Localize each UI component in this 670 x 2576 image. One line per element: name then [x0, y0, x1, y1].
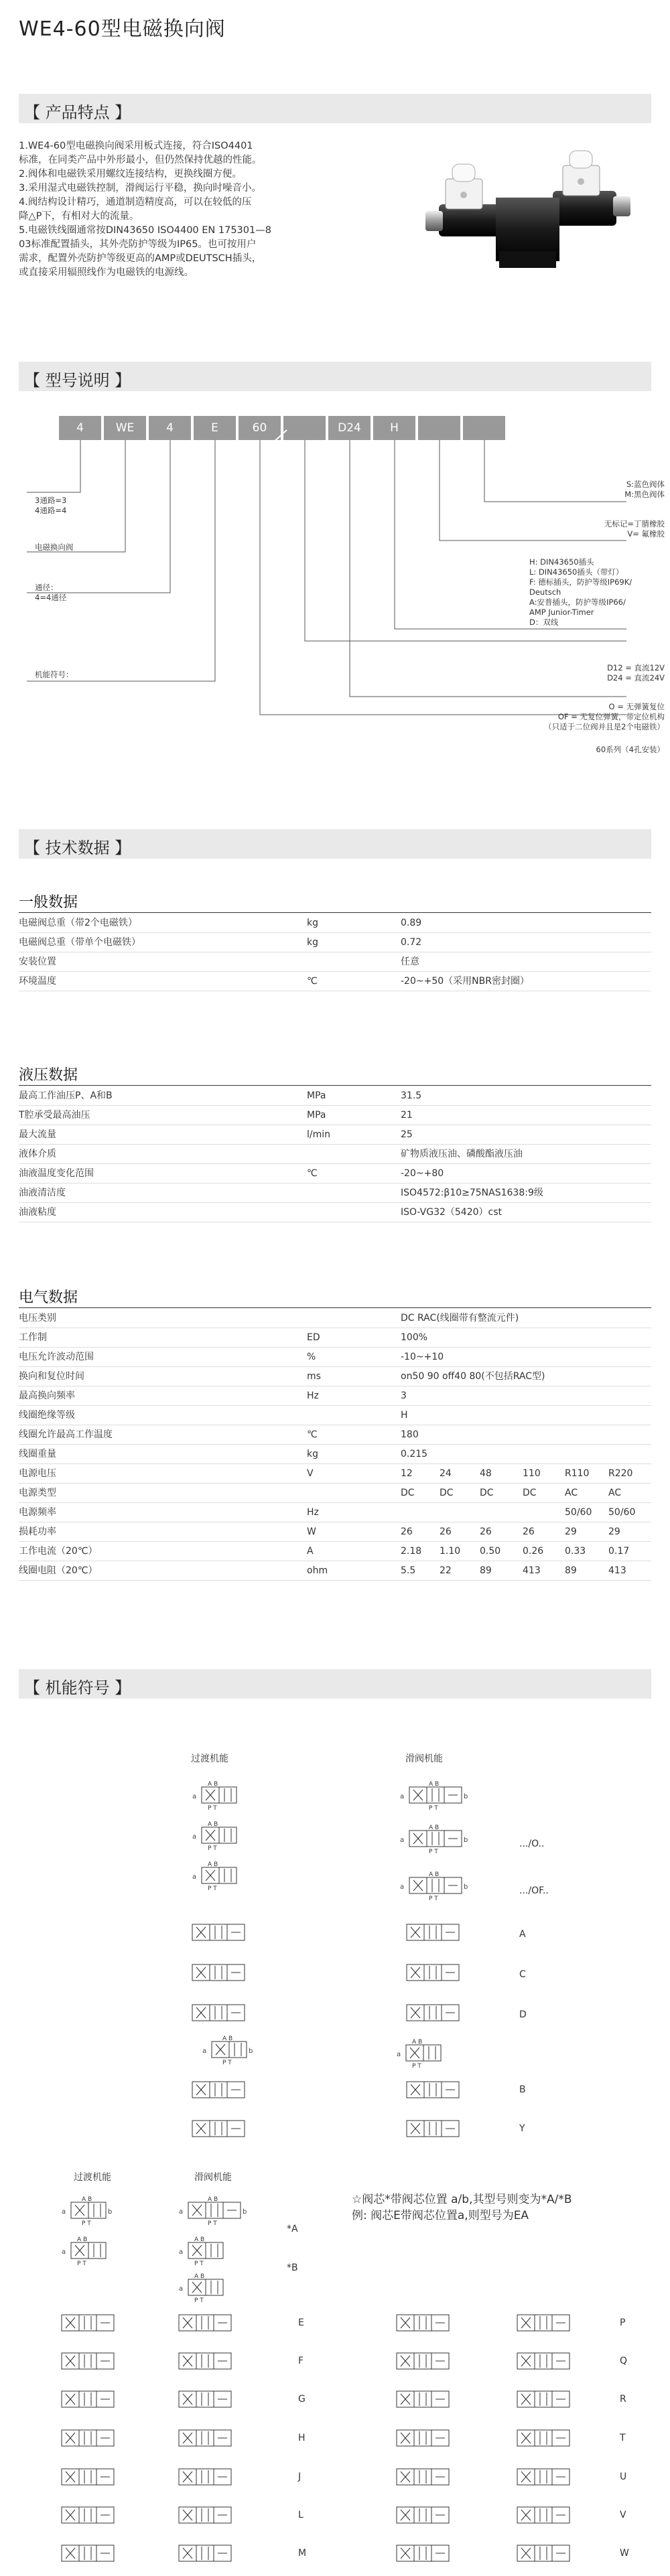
- table-cell: 5.5: [401, 1565, 416, 1576]
- table-cell: ℃: [307, 1429, 318, 1440]
- valve-symbol: [60, 2502, 115, 2530]
- valve-symbol: [201, 2036, 257, 2064]
- symbol-label: V: [620, 2510, 626, 2520]
- svg-text:a: a: [400, 1793, 405, 1800]
- table-cell: ISO-VG32（5420）cst: [401, 1207, 503, 1218]
- feature-line: 5.电磁铁线圈通常按DIN43650 ISO4400 EN 175301—8: [19, 225, 271, 236]
- symbol-label: *A: [287, 2224, 298, 2234]
- svg-text:A B: A B: [429, 1871, 440, 1878]
- svg-text:P T: P T: [82, 2220, 91, 2227]
- valve-symbol: [60, 2386, 115, 2414]
- svg-text:a: a: [400, 1883, 405, 1891]
- symbol-label: B: [519, 2084, 526, 2095]
- table-cell: MPa: [307, 1090, 326, 1101]
- valve-symbol: [191, 1782, 238, 1810]
- valve-symbol: [395, 2425, 450, 2453]
- svg-text:P T: P T: [194, 2261, 204, 2267]
- symbol-label: F: [298, 2356, 304, 2366]
- valve-symbol: [178, 2502, 232, 2530]
- table-cell: 电源电压: [19, 1468, 56, 1479]
- table-cell: A: [307, 1546, 314, 1557]
- table-cell: DC: [523, 1488, 537, 1498]
- valve-symbol: [178, 2386, 232, 2414]
- symbol-label: R: [620, 2394, 626, 2405]
- model-box: WE: [104, 416, 146, 440]
- valve-symbol: [60, 2309, 115, 2338]
- svg-text:A B: A B: [208, 2196, 218, 2203]
- table-cell: 油液清洁度: [19, 1188, 66, 1198]
- svg-text:a: a: [192, 1873, 197, 1881]
- valve-symbol: [191, 2076, 246, 2104]
- legend-valve: 电磁换向阀: [35, 543, 74, 552]
- table-cell: 413: [608, 1565, 626, 1576]
- svg-text:P T: P T: [208, 1845, 217, 1852]
- valve-symbol: [395, 2309, 450, 2338]
- table-cell: ℃: [307, 976, 318, 987]
- table-cell: 电磁阀总重（带单个电磁铁）: [19, 937, 141, 948]
- svg-text:A B: A B: [77, 2236, 88, 2243]
- valve-symbol: [60, 2540, 115, 2568]
- feature-line: 标准，在同类产品中外形最小，但仍然保持优越的性能。: [19, 155, 262, 165]
- svg-text:A B: A B: [208, 1781, 218, 1788]
- legend-ways: 3通路=3 4通路=4: [35, 496, 67, 515]
- feature-line: 03标准配置插头，其外壳防护等级为IP65。也可按用户: [19, 239, 257, 250]
- svg-text:P T: P T: [194, 2297, 204, 2304]
- svg-text:a: a: [179, 2248, 184, 2256]
- table-cell: 0.215: [401, 1449, 428, 1459]
- valve-symbol: [191, 1999, 246, 2027]
- valve-symbol: [60, 2425, 115, 2453]
- valve-symbol: [395, 2348, 450, 2376]
- table-cell: 最高工作油压P、A和B: [19, 1090, 113, 1101]
- table-cell: 1.10: [440, 1546, 461, 1557]
- valve-symbol: [516, 2540, 571, 2568]
- legend-func: 机能符号：: [35, 670, 74, 679]
- symbol-label: C: [519, 1969, 526, 1980]
- valve-symbol: [516, 2463, 571, 2492]
- svg-text:P T: P T: [412, 2063, 421, 2070]
- symbol-label: T: [620, 2433, 626, 2443]
- table-cell: V: [307, 1468, 314, 1479]
- table-cell: 油液粘度: [19, 1207, 56, 1218]
- valve-symbol: [395, 2463, 450, 2492]
- table-cell: 89: [565, 1565, 577, 1576]
- table-cell: 工作制: [19, 1332, 47, 1343]
- valve-symbol: [191, 2115, 246, 2143]
- table-cell: W: [307, 1526, 316, 1537]
- svg-text:A B: A B: [194, 2273, 205, 2280]
- table-cell: 环境温度: [19, 976, 56, 987]
- table-cell: 25: [401, 1129, 413, 1140]
- valve-symbol: [399, 1872, 472, 1900]
- table-cell: 50/60: [565, 1507, 592, 1518]
- table-cell: 2.18: [401, 1546, 422, 1557]
- valve-symbol: [178, 2348, 232, 2376]
- table-cell: 工作电流（20℃）: [19, 1546, 98, 1557]
- table-cell: Hz: [307, 1390, 319, 1401]
- svg-text:P T: P T: [429, 1805, 438, 1812]
- table-cell: 413: [523, 1565, 541, 1576]
- legend-plug: H: DIN43650插头 L: DIN43650插头（带灯） F: 德标插头，防护等级IP69K/ Deutsch A:安普插头，防护等级IP66/ AMP Junior-Timer D：双线: [529, 557, 632, 627]
- table-cell: 29: [608, 1526, 620, 1537]
- svg-text:P T: P T: [222, 2060, 232, 2066]
- valve-symbol: [191, 1919, 246, 1947]
- table-cell: kg: [307, 918, 318, 928]
- feature-line: 1.WE4-60型电磁换向阀采用板式连接，符合ISO4401: [19, 141, 253, 151]
- symbol-label: Y: [519, 2123, 525, 2134]
- table-cell: 3: [401, 1390, 407, 1401]
- table-cell: 0.26: [523, 1546, 544, 1557]
- svg-text:a: a: [179, 2285, 184, 2293]
- legend-series: 60系列（4孔安装）: [596, 745, 665, 754]
- svg-text:P T: P T: [429, 1895, 438, 1902]
- valve-symbol: [395, 2502, 450, 2530]
- valve-symbol: [178, 2237, 224, 2265]
- symbol-label: Q: [620, 2356, 628, 2366]
- table-cell: 110: [523, 1468, 541, 1479]
- table-cell: 最高换向频率: [19, 1390, 75, 1401]
- model-box: D24: [328, 416, 371, 440]
- symbol-label: W: [620, 2548, 629, 2559]
- table-cell: 26: [480, 1526, 492, 1537]
- table-cell: 电源频率: [19, 1507, 56, 1518]
- table-cell: -10~+10: [401, 1352, 444, 1362]
- table-cell: 油液温度变化范围: [19, 1168, 94, 1179]
- table-cell: 24: [440, 1468, 452, 1479]
- svg-text:b: b: [464, 1793, 468, 1800]
- svg-text:A B: A B: [82, 2196, 92, 2203]
- svg-text:A B: A B: [194, 2236, 205, 2243]
- table-cell: kg: [307, 937, 318, 948]
- table-cell: ohm: [307, 1565, 328, 1576]
- table-cell: 0.72: [401, 937, 422, 948]
- svg-text:a: a: [62, 2208, 66, 2216]
- svg-text:A B: A B: [208, 1821, 218, 1828]
- table-cell: 29: [565, 1526, 577, 1537]
- table-cell: 100%: [401, 1332, 428, 1343]
- valve-symbol: [395, 2386, 450, 2414]
- table-cell: 0.33: [565, 1546, 586, 1557]
- table-cell: DC: [440, 1488, 454, 1498]
- symbol-label: P: [620, 2317, 626, 2328]
- legend-color: S:蓝色阀体 M:黑色阀体: [624, 480, 665, 499]
- svg-text:A B: A B: [208, 1861, 218, 1868]
- table-cell: ms: [307, 1371, 321, 1382]
- svg-text:P T: P T: [208, 1885, 217, 1892]
- model-box: H: [373, 416, 415, 440]
- table-cell: 电源类型: [19, 1488, 56, 1498]
- table-cell: 48: [480, 1468, 492, 1479]
- svg-text:A B: A B: [429, 1824, 440, 1831]
- valve-symbol: [516, 2502, 571, 2530]
- svg-text:a: a: [179, 2208, 184, 2216]
- svg-text:b: b: [464, 1883, 468, 1891]
- valve-symbol: [516, 2386, 571, 2414]
- table-cell: DC: [480, 1488, 494, 1498]
- hydraulic-title: 液压数据: [19, 1067, 78, 1084]
- table-cell: 26: [440, 1526, 452, 1537]
- valve-symbol: [178, 2425, 232, 2453]
- symbol-label: *B: [287, 2263, 298, 2273]
- table-cell: 线圈电阻（20℃）: [19, 1565, 98, 1576]
- valve-symbol: [60, 2237, 107, 2265]
- table-cell: AC: [608, 1488, 622, 1498]
- symbol-label: M: [298, 2548, 307, 2559]
- svg-text:b: b: [249, 2048, 253, 2055]
- symbol-label: G: [298, 2394, 306, 2405]
- table-cell: 0.50: [480, 1546, 501, 1557]
- model-box: E: [194, 416, 236, 440]
- header-spool: 滑阀机能: [405, 1754, 443, 1764]
- valve-symbol: [395, 2040, 442, 2068]
- page-title: WE4-60型电磁换向阀: [19, 17, 226, 41]
- table-cell: H: [401, 1410, 408, 1421]
- feature-line: 3.采用湿式电磁铁控制，滑阀运行平稳，换向时噪音小。: [19, 183, 261, 194]
- legend-voltage: D12 = 直流12V D24 = 直流24V: [607, 663, 665, 683]
- table-cell: -20~+80: [401, 1168, 444, 1179]
- header-transition-2: 过渡机能: [74, 2172, 111, 2183]
- table-cell: 26: [523, 1526, 535, 1537]
- table-cell: kg: [307, 1449, 318, 1459]
- valve-symbol: [405, 2076, 460, 2104]
- table-cell: AC: [565, 1488, 578, 1498]
- table-cell: 26: [401, 1526, 413, 1537]
- valve-symbol: [405, 2115, 460, 2143]
- svg-text:P T: P T: [429, 1849, 438, 1855]
- table-cell: 任意: [401, 956, 419, 967]
- general-title: 一般数据: [19, 894, 78, 911]
- valve-symbol: [60, 2197, 117, 2225]
- table-cell: ED: [307, 1332, 320, 1343]
- symbol-label: H: [298, 2433, 306, 2443]
- table-cell: 22: [440, 1565, 452, 1576]
- valve-symbol: [405, 1999, 460, 2027]
- feature-line: 需求，配置外壳防护等级更高的AMP或DEUTSCH插头，: [19, 253, 262, 264]
- svg-text:a: a: [192, 1833, 197, 1841]
- table-cell: %: [307, 1352, 316, 1362]
- valve-symbol: [178, 2274, 224, 2302]
- table-cell: 180: [401, 1429, 419, 1440]
- table-cell: on50 90 off40 80(不包括RAC型): [401, 1371, 545, 1382]
- svg-text:P T: P T: [208, 1805, 217, 1812]
- symbol-label: L: [298, 2510, 304, 2520]
- table-cell: ℃: [307, 1168, 318, 1179]
- table-cell: 换向和复位时间: [19, 1371, 84, 1382]
- svg-text:P T: P T: [208, 2220, 217, 2227]
- symbol-label: D: [519, 2009, 527, 2020]
- valve-symbol: [178, 2463, 232, 2492]
- table-cell: 损耗功率: [19, 1526, 56, 1537]
- table-cell: 89: [480, 1565, 492, 1576]
- feature-line: 降△P下，有相对大的流量。: [19, 211, 139, 222]
- valve-symbol: [178, 2197, 251, 2225]
- table-cell: 线圈允许最高工作温度: [19, 1429, 113, 1440]
- table-cell: 线圈绝缘等级: [19, 1410, 75, 1421]
- svg-text:A B: A B: [222, 2035, 233, 2042]
- valve-symbol: [178, 2540, 232, 2568]
- table-cell: 12: [401, 1468, 413, 1479]
- symbol-label: J: [298, 2472, 302, 2482]
- valve-symbol: [60, 2348, 115, 2376]
- svg-text:b: b: [243, 2208, 247, 2216]
- valve-symbol: [516, 2348, 571, 2376]
- symbol-label: E: [298, 2317, 304, 2328]
- table-cell: 液体介质: [19, 1149, 56, 1159]
- table-cell: Hz: [307, 1507, 319, 1518]
- svg-text:a: a: [62, 2248, 66, 2256]
- table-cell: R110: [565, 1468, 590, 1479]
- table-cell: R220: [608, 1468, 633, 1479]
- valve-symbol: [405, 1959, 460, 1987]
- spool-note: ☆阀芯*带阀芯位置 a/b,其型号则变为*A/*B 例: 阀芯E带阀芯位置a,则型号为EA: [352, 2193, 572, 2222]
- table-cell: l/min: [307, 1129, 331, 1140]
- valve-symbol: [516, 2309, 571, 2338]
- header-transition: 过渡机能: [191, 1754, 228, 1764]
- table-cell: 0.89: [401, 918, 422, 928]
- svg-text:b: b: [108, 2208, 113, 2216]
- valve-symbol: [399, 1825, 472, 1853]
- svg-text:A B: A B: [429, 1781, 440, 1788]
- valve-symbol: [191, 1822, 238, 1850]
- section-title: 【 产品特点 】: [24, 103, 131, 122]
- svg-text:P T: P T: [77, 2261, 86, 2267]
- table-cell: 21: [401, 1110, 413, 1121]
- table-cell: -20~+50（采用NBR密封圈）: [401, 976, 529, 987]
- section-title: 【 机能符号 】: [24, 1678, 131, 1697]
- table-cell: 31.5: [401, 1090, 422, 1101]
- valve-symbol: [405, 1919, 460, 1947]
- svg-text:A B: A B: [412, 2039, 423, 2046]
- table-cell: DC: [401, 1488, 415, 1498]
- valve-symbol: [60, 2463, 115, 2492]
- model-box: 4: [149, 416, 191, 440]
- symbol-label: U: [620, 2472, 627, 2482]
- header-spool-2: 滑阀机能: [194, 2172, 232, 2183]
- table-cell: MPa: [307, 1110, 326, 1121]
- valve-symbol: [516, 2425, 571, 2453]
- table-cell: 最大流量: [19, 1129, 56, 1140]
- electric-title: 电气数据: [19, 1289, 78, 1306]
- table-cell: 电压允许波动范围: [19, 1352, 94, 1362]
- table-cell: 安装位置: [19, 956, 56, 967]
- valve-symbol: [395, 2540, 450, 2568]
- legend-size: 通径： 4=4通径: [35, 583, 67, 602]
- model-box: 4: [59, 416, 101, 440]
- table-cell: 矿物质液压油、磷酸酯液压油: [401, 1149, 523, 1159]
- table-cell: T腔承受最高油压: [19, 1110, 90, 1121]
- symbol-label: .../O..: [519, 1839, 545, 1849]
- svg-text:a: a: [192, 1793, 197, 1800]
- table-cell: 电磁阀总重（带2个电磁铁）: [19, 918, 137, 928]
- table-cell: ISO4572:β10≥75NAS1638:9级: [401, 1188, 543, 1198]
- valve-symbol: [191, 1959, 246, 1987]
- legend-seal: 无标记=丁腈橡胶 V= 氟橡胶: [604, 519, 665, 539]
- section-title: 【 技术数据 】: [24, 839, 131, 857]
- table-cell: 50/60: [608, 1507, 636, 1518]
- table-cell: 0.17: [608, 1546, 630, 1557]
- svg-text:a: a: [397, 2051, 401, 2058]
- valve-symbol: [399, 1782, 472, 1810]
- model-box: 60: [239, 416, 281, 440]
- valve-symbol: [178, 2309, 232, 2338]
- symbol-label: A: [519, 1929, 526, 1940]
- valve-symbol: [191, 1862, 238, 1890]
- feature-line: 2.阀体和电磁铁采用螺纹连接结构，更换线圈方便。: [19, 169, 242, 180]
- table-cell: DC RAC(线圈带有整流元件): [401, 1313, 519, 1323]
- legend-spring: O = 无弹簧复位 OF = 无复位弹簧，带定位机构 （只适于二位阀并且是2个电磁铁）: [544, 702, 665, 731]
- svg-text:b: b: [464, 1837, 468, 1844]
- svg-text:a: a: [400, 1837, 405, 1844]
- table-cell: 线圈重量: [19, 1449, 56, 1459]
- feature-line: 或直接采用辐照线作为电磁铁的电源线。: [19, 267, 194, 278]
- section-title: 【 型号说明 】: [24, 371, 131, 390]
- svg-text:a: a: [202, 2048, 207, 2055]
- feature-line: 4.阀结构设计精巧，通道制造精度高，可以在较低的压: [19, 197, 252, 208]
- table-cell: 电压类别: [19, 1313, 56, 1323]
- symbol-label: .../OF..: [519, 1885, 549, 1896]
